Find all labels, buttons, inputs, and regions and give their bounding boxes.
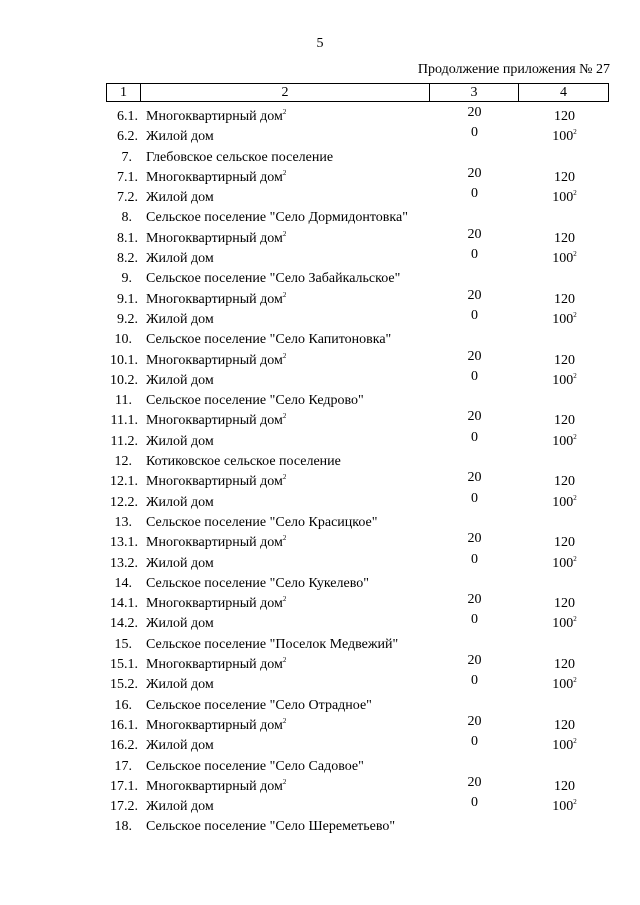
value-column-3: 0 (471, 612, 478, 628)
building-type (146, 677, 214, 693)
value-column-3: 20 (467, 348, 482, 364)
value-text: 120 (554, 230, 575, 246)
table-row (0, 614, 640, 634)
table-row (0, 472, 640, 492)
row-number: 16. (114, 697, 132, 713)
building-type (146, 495, 214, 511)
table-row (0, 249, 640, 269)
name-text: Жилой дом (146, 433, 214, 449)
value-text: 100 (552, 494, 574, 510)
table-body (0, 107, 640, 838)
value-column-4 (520, 190, 609, 206)
building-type (146, 170, 286, 186)
value-text: 120 (554, 535, 575, 551)
value-text: 120 (554, 657, 575, 673)
value-column-3: 0 (471, 186, 478, 202)
footnote-mark: 2 (282, 290, 287, 299)
row-number: 6.1. (117, 109, 138, 124)
row-number: 7.2. (117, 190, 138, 206)
row-number: 12.1. (110, 474, 138, 490)
value-column-4 (520, 718, 609, 734)
value-text: 120 (554, 413, 575, 429)
name-text: Сельское поселение "Село Отрадное" (146, 697, 372, 713)
row-number: 18. (114, 819, 132, 835)
value-text: 120 (554, 596, 575, 612)
name-text: Жилой дом (146, 251, 214, 267)
row-number: 8. (121, 210, 132, 226)
name-text: Котиковское сельское поселение (146, 454, 341, 470)
value-text: 100 (552, 129, 574, 145)
value-column-4 (520, 170, 609, 186)
value-column-3: 0 (471, 551, 478, 567)
value-text: 120 (554, 474, 575, 490)
name-text: Жилой дом (146, 555, 214, 571)
value-column-4 (520, 657, 609, 673)
row-number: 8.1. (117, 230, 138, 246)
value-column-4 (520, 495, 609, 511)
name-text: Сельское поселение "Село Дормидонтовка" (146, 210, 408, 226)
building-type (146, 535, 286, 551)
name-text: Жилой дом (146, 799, 214, 815)
building-type (146, 292, 286, 308)
table-row (0, 287, 640, 310)
table-row (0, 797, 640, 817)
name-text: Многоквартирный дом (146, 169, 283, 185)
table-header (106, 83, 609, 102)
appendix-continuation-label: Продолжение приложения № 27 (417, 62, 610, 77)
value-text: 100 (552, 372, 574, 388)
value-column-3: 20 (467, 409, 482, 425)
column-header-3: 3 (430, 84, 519, 101)
value-column-3: 0 (471, 125, 478, 141)
footnote-mark: 2 (282, 716, 287, 725)
value-column-4 (520, 129, 609, 145)
row-number: 15.2. (110, 677, 138, 693)
page-number: 5 (316, 36, 324, 51)
name-text: Сельское поселение "Село Забайкальское" (146, 271, 401, 287)
row-number: 10.1. (110, 352, 138, 368)
name-text: Сельское поселение "Село Капитоновка" (146, 332, 392, 348)
footnote-mark: 2 (573, 676, 577, 685)
value-column-4 (520, 799, 609, 815)
table-row (0, 655, 640, 675)
table-row (0, 774, 640, 797)
table-row (0, 411, 640, 431)
row-number: 11.1. (110, 413, 138, 429)
building-type (146, 556, 214, 572)
value-column-3: 0 (471, 368, 478, 384)
value-text: 100 (552, 555, 574, 571)
settlement-name (146, 515, 378, 531)
name-text: Сельское поселение "Село Садовое" (146, 758, 364, 774)
building-type (146, 738, 214, 754)
value-text: 100 (552, 677, 574, 693)
table-row (0, 713, 640, 736)
building-type (146, 474, 286, 490)
row-number: 13.2. (110, 555, 138, 571)
name-text: Сельское поселение "Село Кукелево" (146, 575, 369, 591)
building-type (146, 251, 214, 267)
name-text: Многоквартирный дом (146, 291, 283, 307)
name-text: Глебовское сельское поселение (146, 149, 334, 165)
name-text: Жилой дом (146, 494, 214, 510)
name-text: Жилой дом (146, 311, 214, 327)
name-text: Жилой дом (146, 616, 214, 632)
value-column-3: 20 (467, 592, 482, 608)
footnote-mark: 2 (573, 615, 577, 624)
value-column-3: 0 (471, 673, 478, 689)
row-number: 14. (114, 575, 132, 591)
building-type (146, 434, 214, 450)
section-row (0, 148, 640, 168)
table-row (0, 675, 640, 695)
table-row (0, 307, 640, 330)
name-text: Жилой дом (146, 738, 214, 754)
name-text: Многоквартирный дом (146, 535, 283, 551)
settlement-name (146, 819, 395, 835)
row-number: 7. (121, 149, 132, 165)
footnote-mark: 2 (573, 310, 577, 319)
row-number: 17. (114, 758, 132, 774)
value-column-3: 0 (471, 490, 478, 506)
value-column-3: 20 (467, 531, 482, 547)
settlement-name (146, 759, 364, 775)
row-number: 16.2. (110, 738, 138, 754)
name-text: Сельское поселение "Село Шереметьево" (146, 819, 396, 835)
row-number: 13.1. (110, 535, 138, 551)
footnote-mark: 2 (573, 371, 577, 380)
row-number: 9.2. (117, 311, 138, 327)
value-text: 120 (554, 778, 575, 794)
name-text: Сельское поселение "Село Красицкое" (146, 514, 378, 530)
building-type (146, 312, 214, 328)
section-row (0, 330, 640, 350)
value-column-4 (520, 231, 609, 247)
row-number: 15.1. (110, 657, 138, 673)
row-number: 15. (114, 636, 132, 652)
footnote-mark: 2 (282, 108, 287, 116)
value-column-3: 20 (467, 713, 482, 729)
building-type (146, 109, 286, 125)
building-type (146, 231, 286, 247)
name-text: Жилой дом (146, 129, 214, 145)
row-number: 11.2. (110, 433, 138, 449)
value-column-4 (520, 353, 609, 369)
row-number: 9. (121, 271, 132, 287)
row-number: 17.2. (110, 799, 138, 815)
section-row (0, 757, 640, 777)
table-row (0, 736, 640, 756)
table-row (0, 127, 640, 147)
value-column-3: 20 (467, 165, 482, 181)
settlement-name (146, 210, 408, 226)
value-column-4 (520, 738, 609, 754)
footnote-mark: 2 (282, 656, 287, 665)
name-text: Многоквартирный дом (146, 352, 283, 368)
value-column-3: 0 (471, 247, 478, 263)
table-row (0, 348, 640, 371)
section-row (0, 574, 640, 594)
value-text: 100 (552, 616, 574, 632)
footnote-mark: 2 (573, 432, 577, 441)
name-text: Жилой дом (146, 677, 214, 693)
value-column-4 (520, 779, 609, 795)
name-text: Многоквартирный дом (146, 657, 283, 673)
footnote-mark: 2 (282, 777, 287, 786)
footnote-mark: 2 (573, 128, 577, 137)
building-type (146, 353, 286, 369)
table-row (0, 551, 640, 574)
name-text: Многоквартирный дом (146, 596, 283, 612)
table-row (0, 490, 640, 513)
row-number: 9.1. (117, 291, 138, 307)
value-column-3: 20 (467, 653, 482, 669)
value-text: 100 (552, 433, 574, 449)
column-header-1: 1 (107, 84, 141, 101)
row-number: 10. (114, 332, 132, 348)
section-row (0, 208, 640, 228)
value-column-4 (520, 474, 609, 490)
building-type (146, 779, 286, 795)
footnote-mark: 2 (573, 554, 577, 563)
row-number: 14.1. (110, 596, 138, 612)
value-column-4 (520, 312, 609, 328)
table-row (0, 533, 640, 553)
name-text: Сельское поселение "Поселок Медвежий" (146, 636, 399, 652)
section-row (0, 696, 640, 716)
name-text: Жилой дом (146, 190, 214, 206)
footnote-mark: 2 (573, 189, 577, 198)
building-type (146, 616, 214, 632)
value-column-4 (520, 535, 609, 551)
value-text: 120 (554, 291, 575, 307)
name-text: Сельское поселение "Село Кедрово" (146, 393, 364, 409)
footnote-mark: 2 (282, 473, 287, 482)
value-text: 100 (552, 190, 574, 206)
value-column-3: 0 (471, 429, 478, 445)
name-text: Многоквартирный дом (146, 474, 283, 490)
column-header-4: 4 (560, 85, 567, 100)
footnote-mark: 2 (573, 737, 577, 746)
footnote-mark: 2 (573, 250, 577, 259)
value-text: 120 (554, 109, 575, 124)
building-type (146, 657, 286, 673)
footnote-mark: 2 (282, 595, 287, 604)
footnote-mark: 2 (282, 412, 287, 421)
value-column-3: 0 (471, 734, 478, 750)
row-number: 6.2. (117, 129, 138, 145)
settlement-name (146, 271, 400, 287)
section-row (0, 635, 640, 655)
footnote-mark: 2 (282, 351, 287, 360)
value-column-4 (520, 251, 609, 267)
value-column-3: 20 (467, 226, 482, 242)
value-column-4 (520, 292, 609, 308)
footnote-mark: 2 (573, 798, 577, 807)
name-text: Жилой дом (146, 372, 214, 388)
value-column-4 (520, 413, 609, 429)
building-type (146, 799, 214, 815)
value-column-4 (520, 109, 609, 125)
value-column-4 (520, 596, 609, 612)
settlement-name (146, 576, 369, 592)
value-column-4 (520, 373, 609, 389)
value-column-4 (520, 556, 609, 572)
row-number: 12.2. (110, 494, 138, 510)
row-number: 8.2. (117, 251, 138, 267)
table-row (0, 368, 640, 391)
footnote-mark: 2 (282, 168, 287, 177)
value-text: 120 (554, 352, 575, 368)
table-row (0, 188, 640, 208)
row-number: 16.1. (110, 717, 138, 733)
section-row (0, 391, 640, 411)
value-text: 100 (552, 311, 574, 327)
value-column-4 (520, 677, 609, 693)
section-row (0, 817, 640, 837)
footnote-mark: 2 (573, 493, 577, 502)
value-text: 100 (552, 799, 574, 815)
section-row (0, 452, 640, 472)
value-column-4 (520, 616, 609, 632)
value-column-3: 20 (467, 105, 482, 120)
settlement-name (146, 454, 341, 470)
table-row (0, 107, 640, 127)
name-text: Многоквартирный дом (146, 717, 283, 733)
row-number: 13. (114, 514, 132, 530)
building-type (146, 129, 214, 145)
footnote-mark: 2 (282, 229, 287, 238)
row-number: 10.2. (110, 372, 138, 388)
building-type (146, 718, 286, 734)
building-type (146, 413, 286, 429)
building-type (146, 373, 214, 389)
value-column-3: 0 (471, 307, 478, 323)
row-number: 12. (114, 454, 132, 470)
settlement-name (146, 332, 391, 348)
value-text: 100 (552, 251, 574, 267)
settlement-name (146, 393, 364, 409)
name-text: Многоквартирный дом (146, 778, 283, 794)
table-row (0, 594, 640, 614)
building-type (146, 190, 214, 206)
column-header-2: 2 (141, 84, 430, 101)
value-column-3: 20 (467, 287, 482, 303)
settlement-name (146, 637, 398, 653)
row-number: 11. (115, 393, 132, 409)
value-column-3: 0 (471, 795, 478, 811)
settlement-name (146, 698, 372, 714)
table-row (0, 226, 640, 249)
row-number: 17.1. (110, 778, 138, 794)
section-row (0, 513, 640, 533)
table-row (0, 165, 640, 188)
value-text: 120 (554, 169, 575, 185)
section-row (0, 269, 640, 289)
name-text: Многоквартирный дом (146, 413, 283, 429)
name-text: Многоквартирный дом (146, 230, 283, 246)
building-type (146, 596, 286, 612)
value-column-3: 20 (467, 774, 482, 790)
name-text: Многоквартирный дом (146, 109, 283, 124)
value-column-4 (520, 434, 609, 450)
settlement-name (146, 150, 333, 166)
footnote-mark: 2 (282, 534, 287, 543)
row-number: 14.2. (110, 616, 138, 632)
table-row (0, 429, 640, 452)
value-text: 120 (554, 717, 575, 733)
value-column-3: 20 (467, 470, 482, 486)
value-text: 100 (552, 738, 574, 754)
row-number: 7.1. (117, 169, 138, 185)
